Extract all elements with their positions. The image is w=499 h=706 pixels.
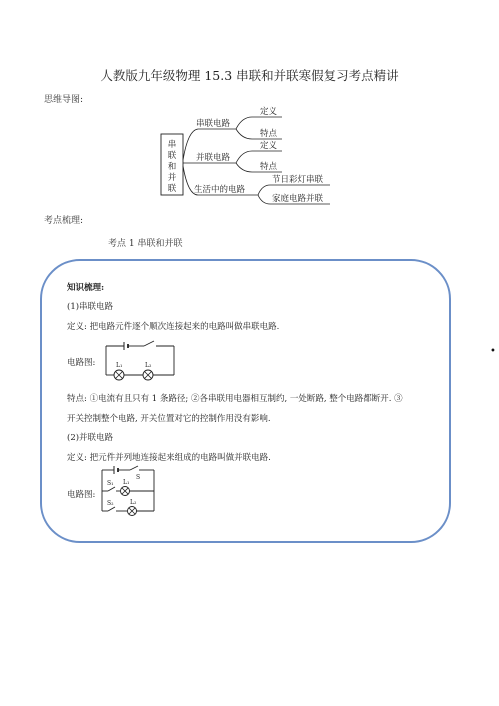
leaf-series-definition: 定义 xyxy=(260,107,278,117)
leaf-festival-lights: 节日彩灯串联 xyxy=(272,175,324,185)
section-heading: 考点 1 串联和并联 xyxy=(108,239,183,249)
mind-map-center-char: 串 xyxy=(167,140,177,150)
mind-map-center-char: 联 xyxy=(167,184,177,194)
branch-lamp2-label: L₂ xyxy=(130,499,137,506)
main-switch-icon xyxy=(130,466,138,470)
series-circuit-label: 电路图: xyxy=(67,358,96,368)
branch-switch-icon xyxy=(108,507,115,511)
parallel-definition: 定义: 把元件并列地连接起来组成的电路叫做并联电路. xyxy=(67,453,271,463)
margin-dot: • xyxy=(490,346,496,357)
branch-switch2-label: S₂ xyxy=(107,500,114,507)
series-circuit-diagram xyxy=(100,340,180,384)
series-switch-icon xyxy=(144,341,154,346)
mind-map-center-char: 并 xyxy=(167,173,177,183)
series-features-line2: 开关控制整个电路, 开关位置对它的控制作用没有影响. xyxy=(67,414,271,424)
series-lamp1-label: L₁ xyxy=(116,362,123,369)
series-definition: 定义: 把电路元件逐个顺次连接起来的电路叫做串联电路. xyxy=(67,322,280,332)
series-subheading: (1)串联电路 xyxy=(67,302,114,312)
branch-label-series: 串联电路 xyxy=(196,119,231,129)
mind-map-center-char: 和 xyxy=(167,162,177,172)
branch-lamp1-label: L₁ xyxy=(123,479,130,486)
knowledge-heading: 知识梳理: xyxy=(67,283,105,293)
mind-map-label: 思维导图: xyxy=(44,95,84,105)
parallel-circuit-label: 电路图: xyxy=(67,490,96,500)
series-lamp2-label: L₂ xyxy=(145,362,152,369)
key-points-label: 考点梳理: xyxy=(44,216,84,226)
leaf-series-features: 特点 xyxy=(260,129,278,139)
main-switch-label: S xyxy=(136,474,141,481)
branch-label-parallel: 并联电路 xyxy=(196,153,231,163)
leaf-household-circuit: 家庭电路并联 xyxy=(272,194,324,204)
parallel-circuit-diagram xyxy=(98,464,160,520)
parallel-subheading: (2)并联电路 xyxy=(67,433,114,443)
mind-map-center-char: 联 xyxy=(167,151,177,161)
branch-switch-icon xyxy=(108,487,115,491)
series-features-line1: 特点: ①电流有且只有 1 条路径; ②各串联用电器相互制约, 一处断路, 整个电路都断开. ③ xyxy=(67,394,403,404)
page-title: 人教版九年级物理 15.3 串联和并联寒假复习考点精讲 xyxy=(100,68,399,83)
leaf-parallel-definition: 定义 xyxy=(260,141,278,151)
branch-switch1-label: S₁ xyxy=(107,480,114,487)
branch-label-life: 生活中的电路 xyxy=(194,185,246,195)
leaf-parallel-features: 特点 xyxy=(260,162,278,172)
